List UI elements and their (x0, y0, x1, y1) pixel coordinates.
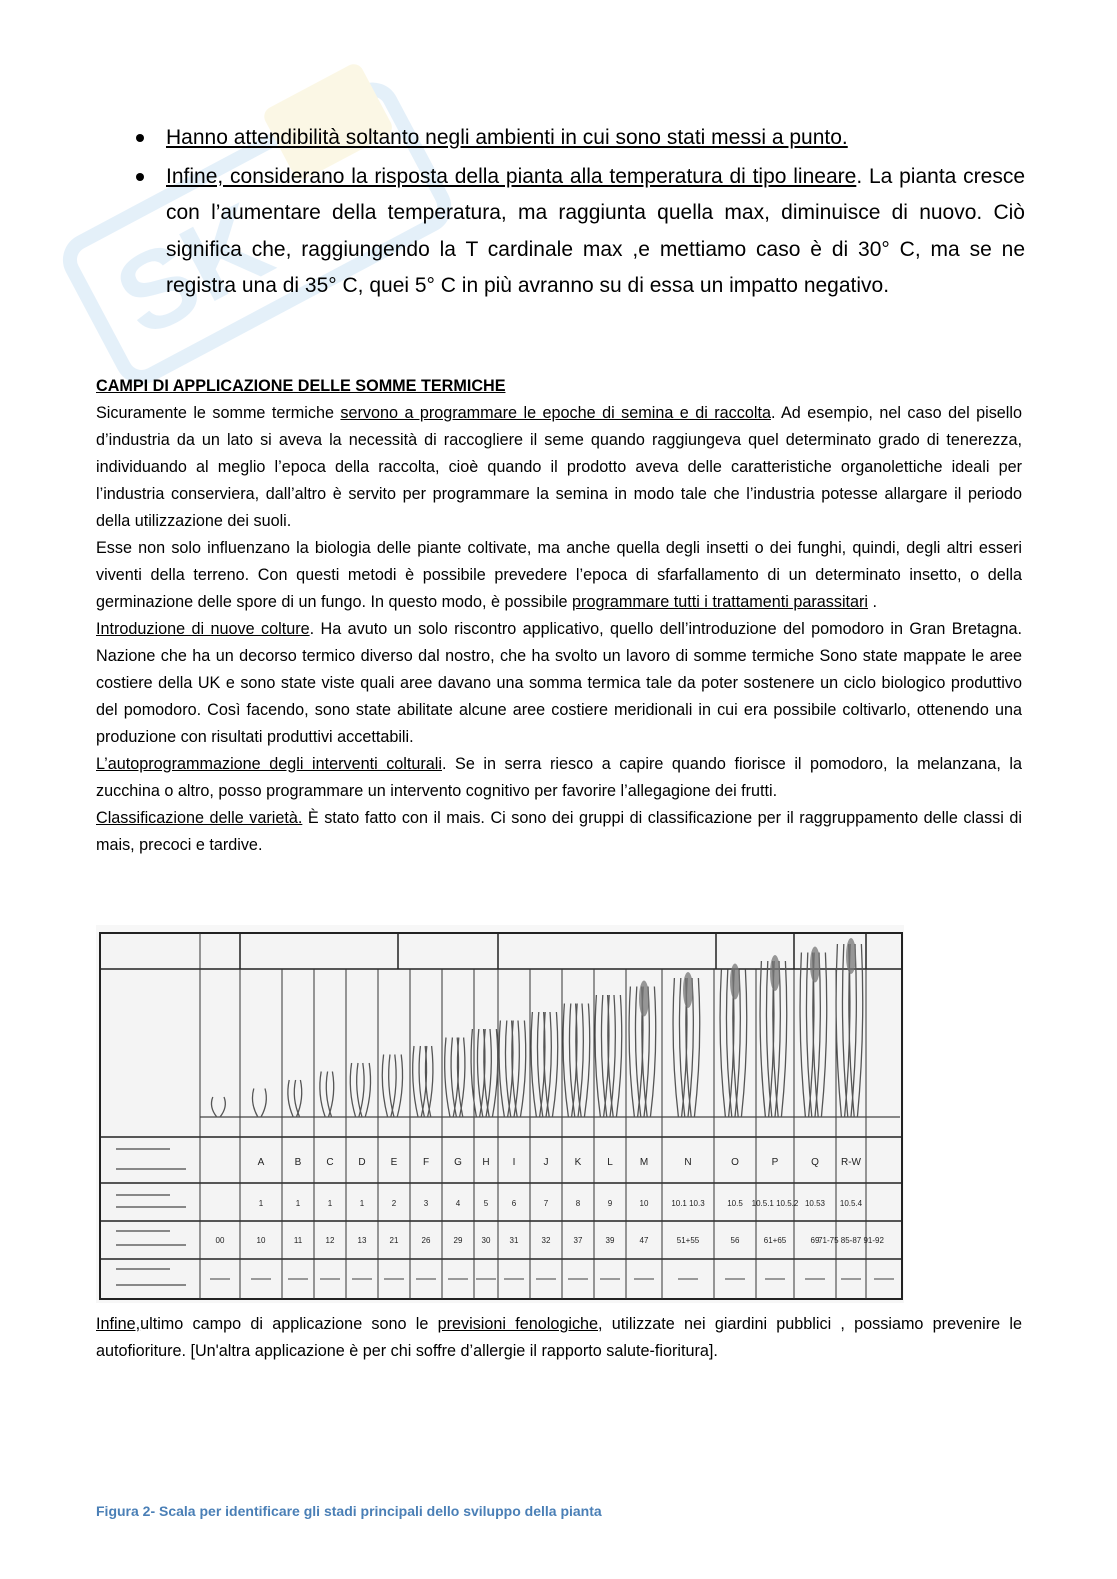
bullet-underlined-text: Hanno attendibilità soltanto negli ambienti in cui sono stati messi a punto. (166, 126, 848, 149)
large-scale-label: 10.5.4 (839, 1199, 863, 1208)
zadoks-scale-label: 26 (421, 1236, 431, 1245)
underlined-run: programmare tutti i trattamenti parassitari (572, 593, 869, 611)
zadoks-scale-label: 00 (215, 1236, 225, 1245)
zadoks-scale-label: 13 (357, 1236, 367, 1245)
zadoks-scale-label: 32 (541, 1236, 551, 1245)
underlined-run: Introduzione di nuove colture (96, 620, 310, 638)
stage-letter-label: R-W (841, 1157, 861, 1168)
large-scale-label: 10.5.1 10.5.2 (751, 1199, 799, 1208)
text-run: utilizzate nei giardini pubblici , possiamo prevenire le autofioriture. [Un'altra applicazione è per chi soffre d’allergie il rapporto salute-fioritura]. (96, 1315, 1022, 1360)
paragraph (96, 616, 1022, 751)
stage-letter-label: E (390, 1157, 398, 1168)
stage-letter-label: F (422, 1157, 430, 1168)
stage-letter-label: Q (811, 1157, 819, 1168)
zadoks-scale-label: 69 (810, 1236, 820, 1245)
large-scale-label: 3 (423, 1199, 429, 1208)
large-scale-label: 7 (543, 1199, 549, 1208)
zadoks-scale-label: 56 (730, 1236, 740, 1245)
zadoks-scale-label: 31 (509, 1236, 519, 1245)
bullet-text: . La pianta cresce con l’aumentare della temperatura, ma raggiunta quella max, diminuisce di nuovo. Ciò significa che, raggiungendo la T cardinale max ,e mettiamo caso è di 30° C, ma se ne registra una di 35° C, quei 5° C in più avranno su di essa un impatto negativo. (166, 164, 1025, 297)
paragraph (96, 400, 1022, 535)
stage-letter-label: I (512, 1157, 516, 1168)
stage-letter-label: J (543, 1157, 549, 1168)
text-run: ultimo campo di applicazione sono le (140, 1315, 438, 1333)
text-run: È stato fatto con il mais. Ci sono dei gruppi di classificazione per il raggruppamento delle classi di mais, precoci e tardive. (96, 809, 1022, 854)
large-scale-label: 4 (455, 1199, 461, 1208)
stage-letter-label: O (731, 1157, 739, 1168)
large-scale-label: 10.53 (804, 1199, 826, 1208)
bullet-item (130, 120, 1025, 157)
bullet-dot-icon (136, 134, 144, 142)
large-scale-label: 10.1 10.3 (671, 1199, 705, 1208)
large-scale-label: 5 (483, 1199, 489, 1208)
large-scale-label: 1 (258, 1199, 264, 1208)
stage-letter-label: K (574, 1157, 582, 1168)
large-scale-label: 10.5 (727, 1199, 743, 1208)
large-scale-label: 8 (575, 1199, 581, 1208)
large-scale-label: 2 (391, 1199, 397, 1208)
zadoks-scale-label: 12 (325, 1236, 335, 1245)
underlined-run: L’autoprogrammazione degli interventi colturali (96, 755, 442, 773)
growth-stage-figure (96, 925, 904, 1303)
zadoks-scale-label: 30 (481, 1236, 491, 1245)
stage-letter-label: G (454, 1157, 462, 1168)
bullet-list (130, 120, 1025, 307)
large-scale-label: 1 (295, 1199, 301, 1208)
zadoks-scale-label: 21 (389, 1236, 399, 1245)
large-scale-label: 6 (511, 1199, 517, 1208)
zadoks-scale-label: 10 (256, 1236, 266, 1245)
bullet-dot-icon (136, 173, 144, 181)
zadoks-scale-label: 51+55 (676, 1236, 700, 1245)
bullet-item (130, 159, 1025, 305)
underlined-run: Infine, (96, 1315, 141, 1333)
large-scale-label: 1 (327, 1199, 333, 1208)
large-scale-label: 1 (359, 1199, 365, 1208)
large-scale-label: 9 (607, 1199, 613, 1208)
text-run: . Ad esempio, nel caso del pisello d’industria da un lato si aveva la necessità di raccogliere il seme quando raggiungeva quel determinato grado di tenerezza, individuando al meglio l’epoca della raccolta, cioè quando il prodotto aveva delle caratteristiche organolettiche ideali per l’industria conserviera, dall’altro è servito per programmare la semina in modo tale che l’industria potesse allargare il periodo della utilizzazione dei suoli. (96, 404, 1023, 530)
closing-paragraph (96, 1311, 1022, 1365)
underlined-run: Classificazione delle varietà. (96, 809, 303, 827)
large-scale-label: 10 (639, 1199, 649, 1208)
paragraph (96, 535, 1022, 616)
stage-letter-label: H (482, 1157, 490, 1168)
bullet-underlined-text: Infine, considerano la risposta della pianta alla temperatura di tipo lineare (166, 164, 857, 188)
stage-letter-label: P (771, 1157, 779, 1168)
text-run: . Ha avuto un solo riscontro applicativo, quello dell’introduzione del pomodoro in Gran Bretagna. Nazione che ha un decorso termico diverso dal nostro, che ha svolto un lavoro di somme termiche Sono state mappate le aree costiere della UK e sono state viste quali aree davano una somma termica tale da poter sostenere un ciclo biologico produttivo del pomodoro. Così facendo, sono state abilitate alcune aree costiere meridionali in cui era possibile coltivarlo, ottenendo una produzione con risultati produttivi accettabili. (96, 620, 1022, 746)
text-run: Sicuramente le somme termiche (96, 404, 341, 422)
growth-stage-scale-image (96, 925, 904, 1303)
paragraph (96, 751, 1022, 805)
zadoks-scale-label: 39 (605, 1236, 615, 1245)
underlined-run: previsioni fenologiche, (437, 1315, 603, 1333)
zadoks-scale-label: 29 (453, 1236, 463, 1245)
figure-caption: Figura 2- Scala per identificare gli stadi principali dello sviluppo della pianta (96, 1503, 602, 1519)
zadoks-scale-label: 61+65 (763, 1236, 787, 1245)
paragraph (96, 805, 1022, 859)
zadoks-scale-label: 71-75 85-87 91-92 (818, 1236, 884, 1245)
stage-letter-label: C (326, 1157, 334, 1168)
stage-letter-label: N (684, 1157, 692, 1168)
text-run: Esse non solo influenzano la biologia delle piante coltivate, ma anche quella degli insetti o dei funghi, quindi, degli altri esseri viventi della terreno. Con questi metodi è possibile prevedere l’epoca di sfarfallamento di un determinato insetto, o della germinazione delle spore di un fungo. In questo modo, è possibile (96, 539, 1022, 611)
stage-letter-label: B (294, 1157, 302, 1168)
zadoks-scale-label: 11 (293, 1236, 303, 1245)
stage-letter-label: L (607, 1157, 613, 1168)
underlined-run: servono a programmare le epoche di semina e di raccolta (340, 404, 771, 422)
text-run: . Se in serra riesco a capire quando fiorisce il pomodoro, la melanzana, la zucchina o altro, posso programmare un intervento cognitivo per favorire l’allegagione dei frutti. (96, 755, 1022, 800)
section-heading: CAMPI DI APPLICAZIONE DELLE SOMME TERMICHE (96, 377, 506, 395)
stage-letter-label: A (257, 1157, 265, 1168)
zadoks-scale-label: 37 (573, 1236, 583, 1245)
zadoks-scale-label: 47 (639, 1236, 649, 1245)
svg-text:SK: SK (96, 179, 290, 361)
section-body (96, 373, 1022, 859)
stage-letter-label: M (639, 1157, 649, 1168)
text-run: . (868, 593, 878, 611)
stage-letter-label: D (358, 1157, 366, 1168)
